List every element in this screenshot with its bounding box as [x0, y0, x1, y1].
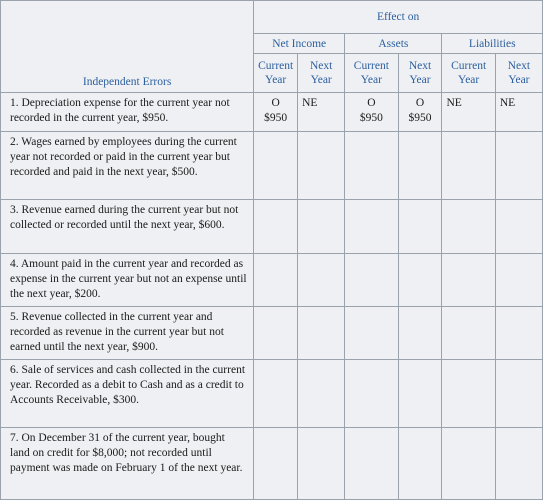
net-income-current-year-header: Current Year: [254, 54, 298, 93]
error-2-assets-current: [345, 132, 398, 200]
error-7-liabilities-next: [495, 428, 542, 500]
error-1-liabilities-next: NE: [495, 93, 542, 132]
net-income-next-year-header: Next Year: [298, 54, 345, 93]
error-1-net-income-current: O $950: [254, 93, 298, 132]
error-2-liabilities-next: [495, 132, 542, 200]
error-5-assets-current: [345, 306, 398, 359]
error-7-assets-current: [345, 428, 398, 500]
error-6-net-income-next: [298, 360, 345, 428]
error-3-net-income-current: [254, 200, 298, 253]
error-3-assets-next: [398, 200, 442, 253]
error-3-description: 3. Revenue earned during the current year but not collected or recorded until the next year, $600.: [1, 200, 254, 253]
error-2-assets-next: [398, 132, 442, 200]
error-2-net-income-next: [298, 132, 345, 200]
error-2-liabilities-current: [442, 132, 495, 200]
assets-current-year-header: Current Year: [345, 54, 398, 93]
effect-on-header: Effect on: [254, 1, 543, 34]
error-4-assets-current: [345, 253, 398, 306]
error-4-net-income-next: [298, 253, 345, 306]
error-7-description: 7. On December 31 of the current year, bought land on credit for $8,000; not recorded until payment was made on February 1 of the next year.: [1, 428, 254, 500]
error-3-assets-current: [345, 200, 398, 253]
error-5-assets-next: [398, 306, 442, 359]
error-5-net-income-next: [298, 306, 345, 359]
error-7-net-income-next: [298, 428, 345, 500]
error-3-liabilities-next: [495, 200, 542, 253]
error-5-description: 5. Revenue collected in the current year and recorded as revenue in the current year but not earned until the next year, $900.: [1, 306, 254, 359]
error-6-description: 6. Sale of services and cash collected in the current year. Recorded as a debit to Cash and as a credit to Accounts Receivable, $300.: [1, 360, 254, 428]
error-6-assets-next: [398, 360, 442, 428]
error-7-assets-next: [398, 428, 442, 500]
liabilities-current-year-header: Current Year: [442, 54, 495, 93]
independent-errors-header: Independent Errors: [1, 1, 254, 93]
liabilities-header: Liabilities: [442, 33, 543, 54]
error-row-5: [1, 306, 543, 359]
error-row-6: [1, 360, 543, 428]
error-row-2: [1, 132, 543, 200]
liabilities-next-year-header: Next Year: [495, 54, 542, 93]
error-5-net-income-current: [254, 306, 298, 359]
error-6-assets-current: [345, 360, 398, 428]
error-4-liabilities-current: [442, 253, 495, 306]
error-7-liabilities-current: [442, 428, 495, 500]
error-1-assets-next: O $950: [398, 93, 442, 132]
error-5-liabilities-current: [442, 306, 495, 359]
error-3-net-income-next: [298, 200, 345, 253]
error-1-liabilities-current: NE: [442, 93, 495, 132]
assets-header: Assets: [345, 33, 442, 54]
error-4-description: 4. Amount paid in the current year and recorded as expense in the current year but not an expense until the next year, $200.: [1, 253, 254, 306]
error-6-net-income-current: [254, 360, 298, 428]
error-1-net-income-next: NE: [298, 93, 345, 132]
error-row-4: [1, 253, 543, 306]
error-7-net-income-current: [254, 428, 298, 500]
error-4-liabilities-next: [495, 253, 542, 306]
error-6-liabilities-next: [495, 360, 542, 428]
error-3-liabilities-current: [442, 200, 495, 253]
error-row-1: [1, 93, 543, 132]
error-4-net-income-current: [254, 253, 298, 306]
error-2-description: 2. Wages earned by employees during the current year not recorded or paid in the current year but recorded and paid in the next year, $500.: [1, 132, 254, 200]
net-income-header: Net Income: [254, 33, 345, 54]
assets-next-year-header: Next Year: [398, 54, 442, 93]
error-1-assets-current: O $950: [345, 93, 398, 132]
error-row-7: [1, 428, 543, 500]
error-row-3: [1, 200, 543, 253]
error-1-description: 1. Depreciation expense for the current year not recorded in the current year, $950.: [1, 93, 254, 132]
error-2-net-income-current: [254, 132, 298, 200]
error-5-liabilities-next: [495, 306, 542, 359]
error-6-liabilities-current: [442, 360, 495, 428]
error-4-assets-next: [398, 253, 442, 306]
